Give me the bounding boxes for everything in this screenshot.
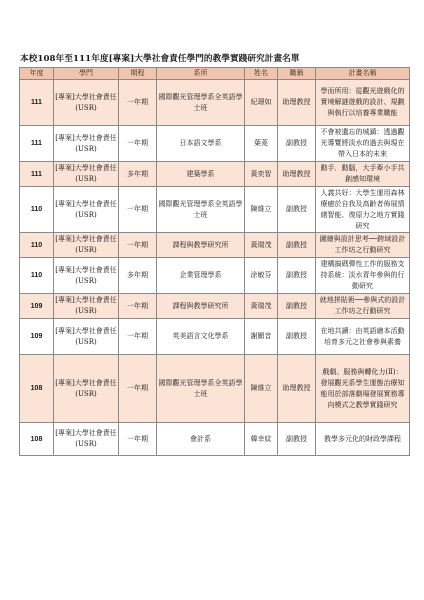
cell-name: 陳維立 bbox=[245, 355, 278, 423]
cell-field: [專案]大學社會責任(USR) bbox=[54, 258, 119, 294]
cell-title: 助理教授 bbox=[278, 162, 316, 187]
cell-cycle: 多年期 bbox=[119, 258, 157, 294]
header-year: 年度 bbox=[20, 68, 54, 80]
cell-cycle: 一年期 bbox=[119, 126, 157, 162]
cell-project bbox=[316, 423, 410, 456]
cell-name: 涂敏芬 bbox=[245, 258, 278, 294]
cell-project bbox=[316, 355, 410, 423]
cell-title: 副教授 bbox=[278, 126, 316, 162]
project-text: 學而所用：從觀光遊戲化的實境解謎遊戲的設計、規劃與執行以培養專業職能 bbox=[320, 87, 405, 117]
header-title: 職稱 bbox=[278, 68, 316, 80]
cell-cycle: 一年期 bbox=[119, 294, 157, 319]
cell-field: [專案]大學社會責任(USR) bbox=[54, 294, 119, 319]
cell-name: 紀璟如 bbox=[245, 80, 278, 126]
cell-department: 企業管理學系 bbox=[157, 258, 245, 294]
table-row bbox=[20, 126, 410, 162]
cell-name: 黃奕智 bbox=[245, 162, 278, 187]
header-cycle: 期程 bbox=[119, 68, 157, 80]
cell-department: 國際觀光管理學系全英語學士班 bbox=[157, 355, 245, 423]
table-row bbox=[20, 233, 410, 258]
cell-year: 111 bbox=[20, 80, 54, 126]
header-field: 學門 bbox=[54, 68, 119, 80]
cell-title: 副教授 bbox=[278, 258, 316, 294]
cell-field: [專案]大學社會責任(USR) bbox=[54, 187, 119, 233]
project-text: 在地共讀：由英語繪本活動培育多元之社會參與素養 bbox=[320, 326, 405, 346]
cell-field: [專案]大學社會責任(USR) bbox=[54, 319, 119, 355]
cell-department: 課程與教學研究所 bbox=[157, 233, 245, 258]
table-row bbox=[20, 423, 410, 456]
project-text: 教學多元化的財政學課程 bbox=[324, 434, 401, 443]
table-row bbox=[20, 162, 410, 187]
cell-title: 副教授 bbox=[278, 233, 316, 258]
cell-name: 陳維立 bbox=[245, 187, 278, 233]
cell-name: 黃瑞茂 bbox=[245, 233, 278, 258]
cell-project bbox=[316, 126, 410, 162]
cell-cycle: 一年期 bbox=[119, 355, 157, 423]
cell-title: 副教授 bbox=[278, 423, 316, 456]
cell-year: 108 bbox=[20, 355, 54, 423]
cell-project bbox=[316, 187, 410, 233]
cell-project bbox=[316, 294, 410, 319]
header-project: 計畫名稱 bbox=[316, 68, 410, 80]
cell-year: 110 bbox=[20, 233, 54, 258]
cell-department: 會計系 bbox=[157, 423, 245, 456]
table-row bbox=[20, 319, 410, 355]
cell-year: 110 bbox=[20, 187, 54, 233]
cell-project bbox=[316, 80, 410, 126]
cell-cycle: 一年期 bbox=[119, 233, 157, 258]
cell-project bbox=[316, 162, 410, 187]
cell-field: [專案]大學社會責任(USR) bbox=[54, 423, 119, 456]
cell-cycle: 多年期 bbox=[119, 162, 157, 187]
cell-year: 111 bbox=[20, 162, 54, 187]
project-text: 建構搞碼彈性工作的服務支持系統：淡水青年參與的行動研究 bbox=[320, 260, 405, 290]
project-table bbox=[19, 67, 410, 456]
cell-year: 108 bbox=[20, 423, 54, 456]
project-text: 戲劇、服務與轉化力(Ⅱ)：發展觀光系學生運態治療知能用於部落劇場發展實務導向模式之教學實踐研究 bbox=[320, 367, 405, 409]
project-text: 圖繪與設計思考──跨域設計工作坊之行動研究 bbox=[319, 235, 406, 254]
cell-title: 助理教授 bbox=[278, 80, 316, 126]
project-text: 人義共好：大學生運用森林療癒於自我及高齡者佈展情緒智能、復原力之地方實踐研究 bbox=[320, 188, 405, 230]
cell-year: 111 bbox=[20, 126, 54, 162]
cell-project bbox=[316, 233, 410, 258]
cell-year: 109 bbox=[20, 319, 54, 355]
table-row bbox=[20, 258, 410, 294]
table-row bbox=[20, 187, 410, 233]
cell-title: 副教授 bbox=[278, 187, 316, 233]
cell-project bbox=[316, 319, 410, 355]
cell-field: [專案]大學社會責任(USR) bbox=[54, 80, 119, 126]
table-row bbox=[20, 80, 410, 126]
cell-department: 建築學系 bbox=[157, 162, 245, 187]
document-title: 本校108年至111年度[專案]大學社會責任學門的教學實踐研究計畫名單 bbox=[20, 54, 300, 64]
cell-department: 課程與教學研究所 bbox=[157, 294, 245, 319]
cell-project bbox=[316, 258, 410, 294]
project-text: 不會被遺忘的城鎮：透過觀光導覽將淡水的過去與現在帶入日本的未來 bbox=[320, 128, 405, 158]
table-header-row bbox=[20, 68, 410, 80]
cell-cycle: 一年期 bbox=[119, 423, 157, 456]
project-text: 動手．動腦，大手牽小手共創感知環境 bbox=[320, 164, 405, 183]
cell-title: 助理教授 bbox=[278, 355, 316, 423]
cell-department: 英美語言文化學系 bbox=[157, 319, 245, 355]
cell-department: 國際觀光管理學系全英語學士班 bbox=[157, 80, 245, 126]
table-row bbox=[20, 294, 410, 319]
cell-title: 副教授 bbox=[278, 294, 316, 319]
cell-name: 韓幸紋 bbox=[245, 423, 278, 456]
project-text: 就地拼貼術──參與式的設計工作坊之行動研究 bbox=[319, 296, 406, 315]
cell-year: 109 bbox=[20, 294, 54, 319]
cell-department: 日本語文學系 bbox=[157, 126, 245, 162]
cell-year: 110 bbox=[20, 258, 54, 294]
cell-name: 葉菱 bbox=[245, 126, 278, 162]
cell-field: [專案]大學社會責任(USR) bbox=[54, 162, 119, 187]
header-name: 姓名 bbox=[245, 68, 278, 80]
cell-field: [專案]大學社會責任(USR) bbox=[54, 233, 119, 258]
cell-field: [專案]大學社會責任(USR) bbox=[54, 126, 119, 162]
cell-name: 黃瑞茂 bbox=[245, 294, 278, 319]
cell-title: 副教授 bbox=[278, 319, 316, 355]
cell-cycle: 一年期 bbox=[119, 80, 157, 126]
cell-field: [專案]大學社會責任(USR) bbox=[54, 355, 119, 423]
table-row bbox=[20, 355, 410, 423]
cell-department: 國際觀光管理學系全英語學士班 bbox=[157, 187, 245, 233]
header-department: 系所 bbox=[157, 68, 245, 80]
cell-cycle: 一年期 bbox=[119, 187, 157, 233]
cell-name: 謝顥音 bbox=[245, 319, 278, 355]
cell-cycle: 一年期 bbox=[119, 319, 157, 355]
